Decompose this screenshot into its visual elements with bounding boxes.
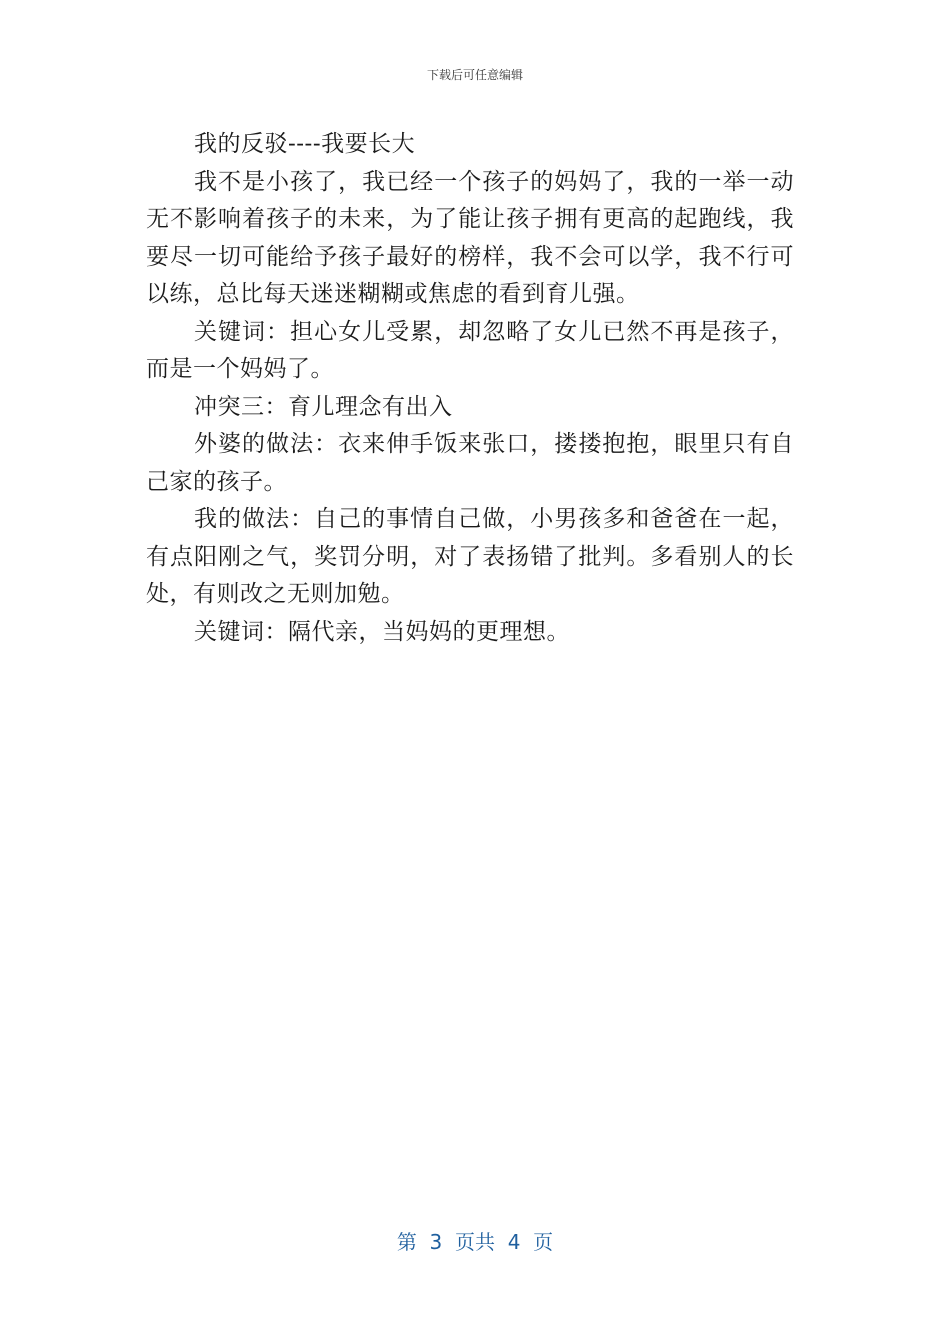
paragraph: 关键词：担心女儿受累，却忽略了女儿已然不再是孩子，而是一个妈妈了。 bbox=[146, 318, 794, 382]
paragraph: 关键词：隔代亲，当妈妈的更理想。 bbox=[194, 618, 570, 645]
page-header: 下载后可任意编辑 bbox=[426, 68, 523, 82]
paragraph: 冲突三：育儿理念有出入 bbox=[194, 393, 453, 420]
paragraph: 我的反驳----我要长大 bbox=[194, 131, 416, 157]
paragraph: 我不是小孩了，我已经一个孩子的妈妈了，我的一举一动无不影响着孩子的未来，为了能让孩子拥有更高的起跑线，我要尽一切可能给予孩子最好的榜样，我不会可以学，我不行可以练，总比每天迷迷糊糊或焦虑的看到育儿强。 bbox=[146, 168, 794, 307]
page-number-footer: 第 3 页共 4 页 bbox=[396, 1230, 554, 1254]
paragraph: 我的做法：自己的事情自己做，小男孩多和爸爸在一起，有点阳刚之气，奖罚分明，对了表扬错了批判。多看别人的长处，有则改之无则加勉。 bbox=[146, 506, 794, 607]
paragraph: 外婆的做法：衣来伸手饭来张口，搂搂抱抱，眼里只有自己家的孩子。 bbox=[146, 431, 794, 495]
document-body bbox=[146, 126, 794, 651]
